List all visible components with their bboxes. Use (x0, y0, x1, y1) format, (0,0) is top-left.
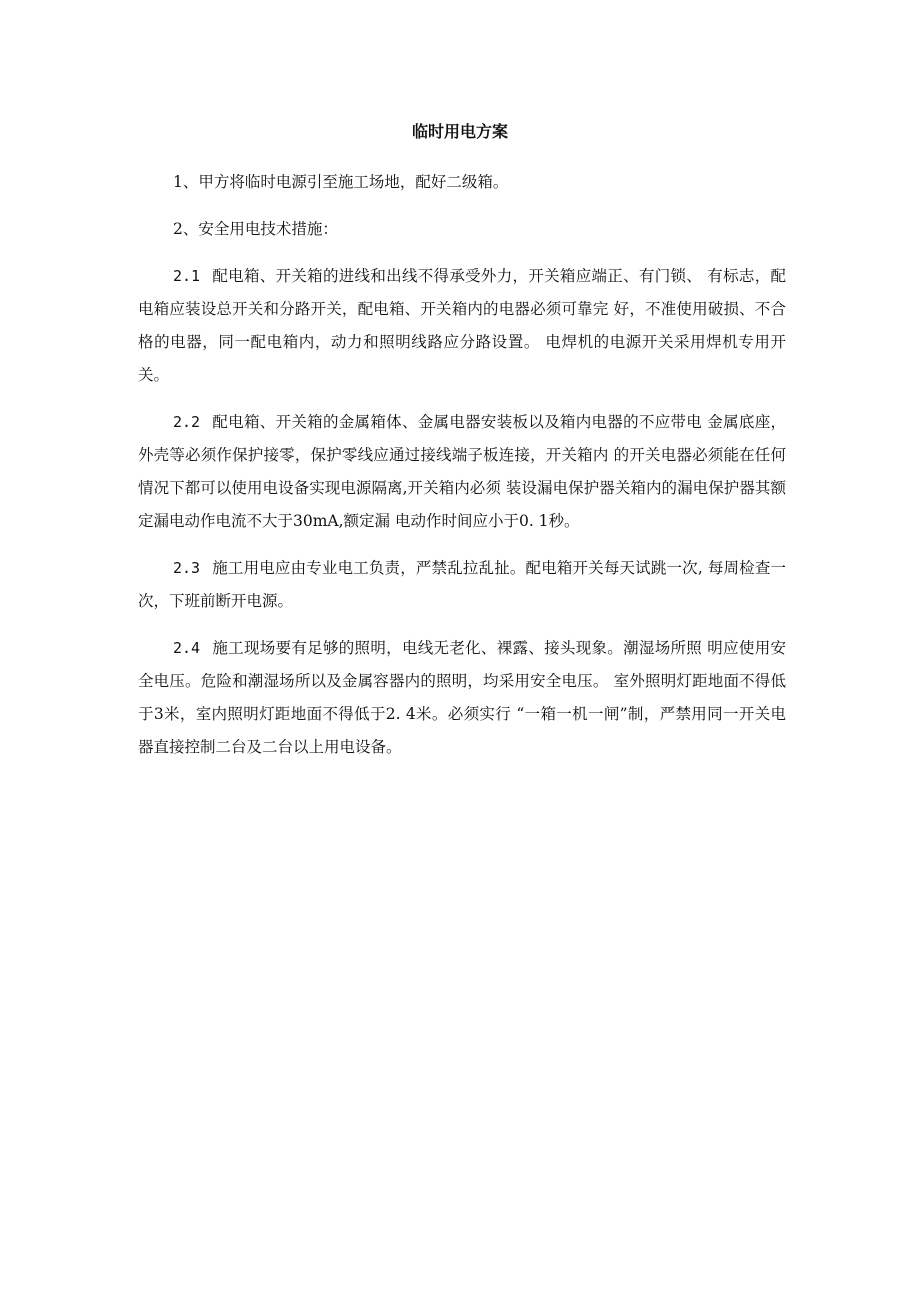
paragraph-text: 施工现场要有足够的照明，电线无老化、裸露、接头现象。潮湿场所照 明应使用安全电压。危险和潮湿场所以及金属容器内的照明，均采用安全电压。 室外照明灯距地面不得低于3米，室内照明灯距地面不得低于2. 4米。必须实行 “一箱一机一闸”制，严禁用同一开关电器直接控制二台及二台以上用电设备。 (138, 639, 786, 756)
paragraph-text: 施工用电应由专业电工负责，严禁乱拉乱扯。配电箱开关每天试跳一次, 每周检查一次，下班前断开电源。 (138, 559, 786, 610)
paragraph-text: 1、甲方将临时电源引至施工场地，配好二级箱。 (173, 173, 509, 191)
paragraph-2-1 (138, 260, 786, 392)
page-title: 临时用电方案 (411, 122, 508, 141)
paragraph-1 (138, 166, 786, 199)
paragraph-text: 配电箱、开关箱的进线和出线不得承受外力，开关箱应端正、有门锁、 有标志，配电箱应装设总开关和分路开关，配电箱、开关箱内的电器必须可靠完 好，不准使用破损、不合格的电器，同一配电箱内，动力和照明线路应分路设置。 电焊机的电源开关采用焊机专用开关。 (138, 267, 786, 384)
paragraph-2-4 (138, 632, 786, 764)
document-body (138, 166, 786, 778)
paragraph-2-3 (138, 552, 786, 618)
section-number: 2.1 (173, 267, 201, 285)
section-number: 2.3 (173, 559, 201, 577)
paragraph-2 (138, 213, 786, 246)
paragraph-text: 2、安全用电技术措施： (173, 220, 338, 238)
section-number: 2.4 (173, 639, 201, 657)
section-number: 2.2 (173, 413, 201, 431)
paragraph-text: 配电箱、开关箱的金属箱体、金属电器安装板以及箱内电器的不应带电 金属底座，外壳等必须作保护接零，保护零线应通过接线端子板连接，开关箱内 的开关电器必须能在任何情况下都可以使用电设备实现电源隔离,开关箱内必须 装设漏电保护器关箱内的漏电保护器其额定漏电动作电流不大于30mA,额定漏 电动作时间应小于0. 1秒。 (138, 413, 786, 530)
paragraph-2-2 (138, 406, 786, 538)
